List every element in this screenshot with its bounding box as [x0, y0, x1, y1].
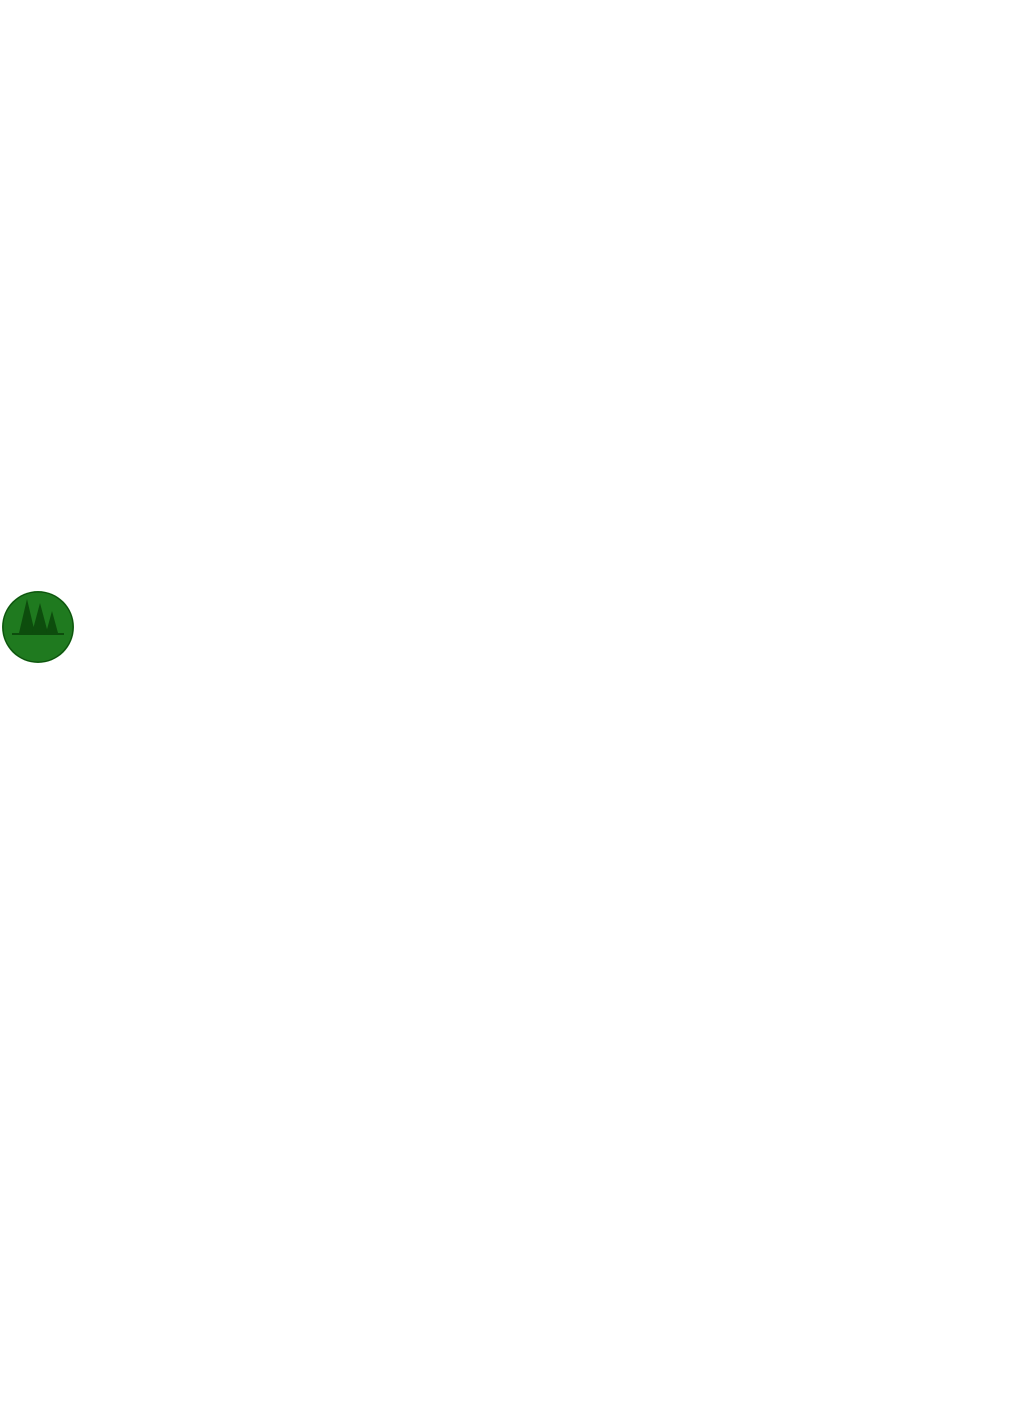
navbar: [0, 586, 1024, 668]
tree-logo-icon: [2, 591, 74, 663]
site-logo[interactable]: [2, 591, 74, 663]
